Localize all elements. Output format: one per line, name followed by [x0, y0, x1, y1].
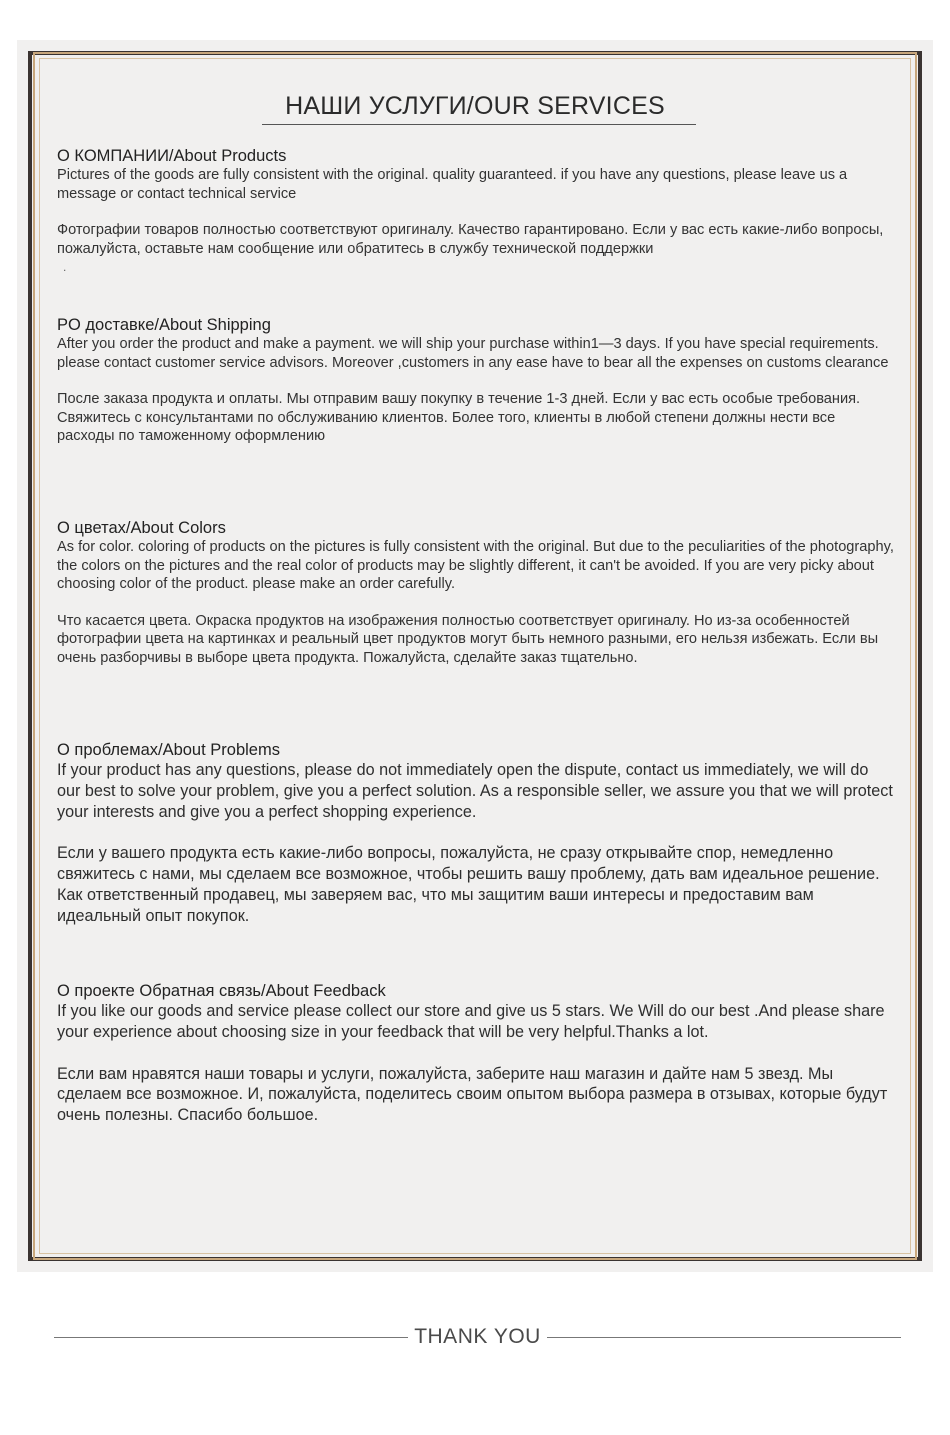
section-text-ru: После заказа продукта и оплаты. Мы отправим вашу покупку в течение 1-3 дней. Если у вас есть особые требования. Свяжитесь с консультантами по обслуживанию клиентов. Более того, клиенты в любой степени должны нести все расходы по таможенному оформлению: [57, 391, 861, 444]
title-underline: [262, 124, 696, 125]
section-text-ru: Если вам нравятся наши товары и услуги, пожалуйста, заберите наш магазин и дайте нам 5 звезд. Мы сделаем все возможное. И, пожалуйста, поделитесь своим опытом выбора размера в отзывах, которые будут очень полезны. Спасибо большое.: [57, 1064, 888, 1125]
section-text-ru: Фотографии товаров полностью соответствуют оригиналу. Качество гарантировано. Если у вас есть какие-либо вопросы, пожалуйста, оставьте нам сообщение или обратитесь в службу технической поддержки: [57, 222, 884, 257]
section-heading: О проблемах/About Problems: [57, 741, 280, 759]
section-text-ru: Что касается цвета. Окраска продуктов на изображения полностью соответствует оригиналу. Но из-за особенностей фотографии цвета на картинках и реальный цвет продуктов могут быть немного разными, его нельзя избежать. Если вы очень разборчивы в выборе цвета продукта. Пожалуйста, сделайте заказ тщательно.: [57, 612, 879, 666]
section-heading: О цветах/About Colors: [57, 519, 226, 537]
divider-line-left: [54, 1337, 408, 1338]
section-text-en: After you order the product and make a payment. we will ship your purchase within1—3 days. If you have special requirements. please contact customer service advisors. Moreover ,customers in any ease have to bear all the expenses on customs clearance: [57, 336, 889, 371]
section-text-en: Pictures of the goods are fully consistent with the original. quality guaranteed. if you have any questions, please leave us a message or contact technical service: [57, 167, 848, 202]
section-text-en: If you like our goods and service please collect our store and give us 5 stars. We Will do our best .And please share your experience about choosing size in your feedback that will be very helpful.Thanks a lot.: [57, 1002, 885, 1041]
thank-you-text: THANK YOU: [414, 1325, 541, 1348]
section-text-ru: Если у вашего продукта есть какие-либо вопросы, пожалуйста, не сразу открывайте спор, немедленно свяжитесь с нами, мы сделаем все возможное, чтобы решить вашу проблему, дать вам идеальное решение. Как ответственный продавец, мы заверяем вас, что мы защитим ваши интересы и предоставим вам идеальный опыт покупок.: [57, 844, 880, 925]
section-heading: PO доставке/About Shipping: [57, 316, 271, 334]
divider-line-right: [547, 1337, 901, 1338]
thank-you-divider: [54, 1325, 901, 1349]
page-title: НАШИ УСЛУГИ/OUR SERVICES: [285, 92, 665, 120]
section-about-shipping: [57, 316, 895, 446]
section-about-problems: [57, 741, 895, 927]
section-text-en: If your product has any questions, please do not immediately open the dispute, contact us immediately, we will do our best to solve your problem, give you a perfect solution. As a responsible seller, we assure you that we will protect your interests and give you a perfect shopping experience.: [57, 761, 893, 821]
section-about-colors: [57, 519, 895, 667]
stray-dot: .: [63, 260, 67, 274]
section-about-feedback: [57, 982, 895, 1126]
section-about-products: [57, 147, 895, 276]
section-heading: О проекте Обратная связь/About Feedback: [57, 982, 386, 1000]
section-heading: О КОМПАНИИ/About Products: [57, 147, 287, 165]
section-text-en: As for color. coloring of products on the pictures is fully consistent with the original. But due to the peculiarities of the photography, the colors on the pictures and the real color of products may be slightly different, it can't be avoided. If you are very picky about choosing color of the product. please make an order carefully.: [57, 539, 894, 592]
